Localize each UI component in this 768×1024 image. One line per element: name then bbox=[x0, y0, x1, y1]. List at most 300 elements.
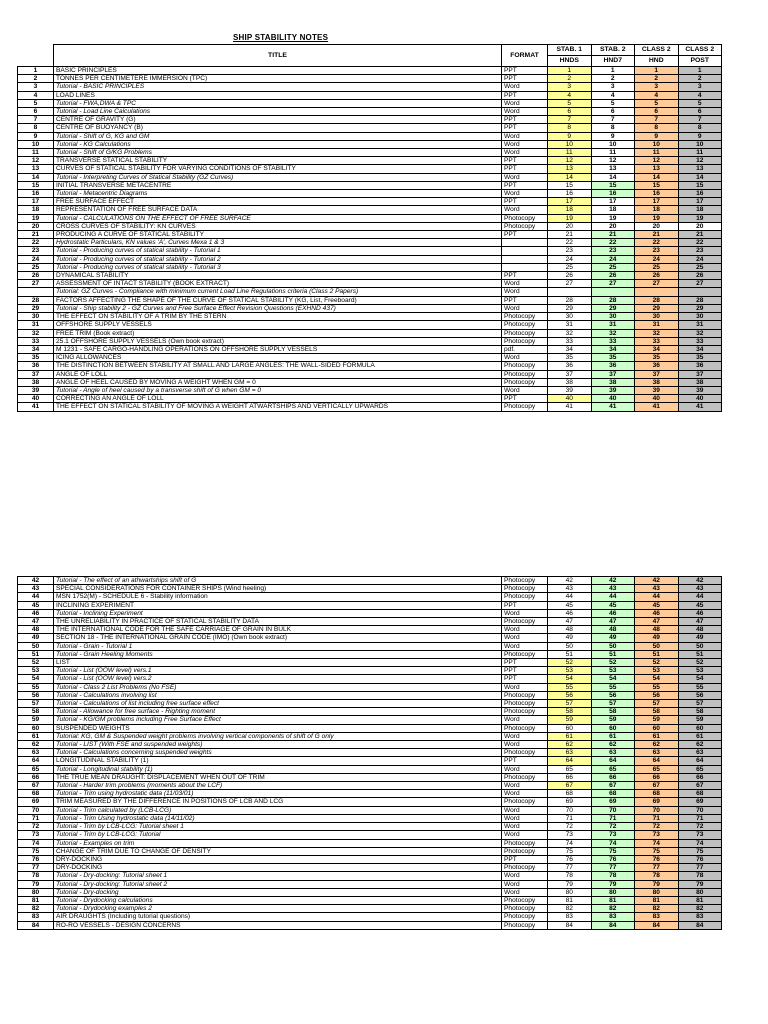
table-row bbox=[18, 296, 722, 304]
row-title: Tutorial - Dry-docking bbox=[54, 888, 502, 896]
row-title: THE TRUE MEAN DRAUGHT: DISPLACEMENT WHEN OUT OF TRIM bbox=[54, 773, 502, 781]
stab1-value: 9 bbox=[548, 132, 592, 140]
stab1-value: 37 bbox=[548, 370, 592, 378]
stab1-value: 84 bbox=[548, 921, 592, 929]
row-number: 76 bbox=[18, 855, 54, 863]
class2-post-value: 84 bbox=[678, 921, 722, 929]
row-title: FREE SURFACE EFFECT bbox=[54, 198, 502, 206]
class2-post-value: 54 bbox=[678, 675, 722, 683]
class2-hnd-value: 33 bbox=[635, 337, 679, 345]
class2-post-value: 35 bbox=[678, 354, 722, 362]
row-format: PPT bbox=[502, 116, 548, 124]
notes-table-bottom bbox=[17, 576, 722, 930]
row-format: Word bbox=[502, 880, 548, 888]
row-format: PPT bbox=[502, 231, 548, 239]
stab1-value: 50 bbox=[548, 642, 592, 650]
row-number: 58 bbox=[18, 708, 54, 716]
class2-post-value: 34 bbox=[678, 345, 722, 353]
row-number: 25 bbox=[18, 263, 54, 271]
row-format: Word bbox=[502, 888, 548, 896]
row-title: LIST bbox=[54, 659, 502, 667]
row-format: Photocopy bbox=[502, 691, 548, 699]
row-title: ANGLE OF LOLL bbox=[54, 370, 502, 378]
stab2-value: 19 bbox=[591, 214, 635, 222]
row-number: 43 bbox=[18, 585, 54, 593]
stab2-value: 44 bbox=[591, 593, 635, 601]
row-title: 25.1 OFFSHORE SUPPLY VESSELS (Own book extract) bbox=[54, 337, 502, 345]
row-format: Word bbox=[502, 806, 548, 814]
stab2-value: 3 bbox=[591, 83, 635, 91]
stab1-value: 62 bbox=[548, 741, 592, 749]
stab2-value: 82 bbox=[591, 905, 635, 913]
row-title: Tutorial - FWA,DWA & TPC bbox=[54, 99, 502, 107]
table-row bbox=[18, 231, 722, 239]
row-format: Photocopy bbox=[502, 773, 548, 781]
header-class2-hnd: CLASS 2 bbox=[635, 45, 679, 56]
row-number: 42 bbox=[18, 577, 54, 585]
row-title: CENTRE OF BUOYANCY (B) bbox=[54, 124, 502, 132]
stab2-value: 71 bbox=[591, 814, 635, 822]
class2-post-value: 4 bbox=[678, 91, 722, 99]
stab2-value: 72 bbox=[591, 823, 635, 831]
row-number: 4 bbox=[18, 91, 54, 99]
row-number: 60 bbox=[18, 724, 54, 732]
table-row bbox=[18, 667, 722, 675]
row-title: CROSS CURVES OF STABILITY: KN CURVES bbox=[54, 222, 502, 230]
row-number: 72 bbox=[18, 823, 54, 831]
row-number: 74 bbox=[18, 839, 54, 847]
stab1-value: 73 bbox=[548, 831, 592, 839]
table-row bbox=[18, 124, 722, 132]
row-format: Word bbox=[502, 823, 548, 831]
table-row bbox=[18, 601, 722, 609]
class2-hnd-value: 38 bbox=[635, 378, 679, 386]
stab1-value: 3 bbox=[548, 83, 592, 91]
class2-hnd-value: 78 bbox=[635, 872, 679, 880]
row-number: 67 bbox=[18, 782, 54, 790]
row-number: 55 bbox=[18, 683, 54, 691]
row-number: 41 bbox=[18, 403, 54, 411]
class2-hnd-value: 43 bbox=[635, 585, 679, 593]
row-title: Tutorial - Calculations of list including free surface effect bbox=[54, 700, 502, 708]
notes-table-top bbox=[17, 44, 722, 412]
header-class2-hnd-sub: HND bbox=[635, 56, 679, 67]
row-number: 6 bbox=[18, 108, 54, 116]
stab1-value: 78 bbox=[548, 872, 592, 880]
table-row bbox=[18, 913, 722, 921]
class2-post-value: 40 bbox=[678, 395, 722, 403]
table-row bbox=[18, 165, 722, 173]
row-number: 2 bbox=[18, 75, 54, 83]
row-number: 10 bbox=[18, 140, 54, 148]
row-format: Photocopy bbox=[502, 593, 548, 601]
stab2-value: 13 bbox=[591, 165, 635, 173]
table-row bbox=[18, 872, 722, 880]
row-format: PPT bbox=[502, 855, 548, 863]
row-number: 81 bbox=[18, 896, 54, 904]
stab1-value: 42 bbox=[548, 577, 592, 585]
stab1-value: 23 bbox=[548, 247, 592, 255]
stab2-value: 78 bbox=[591, 872, 635, 880]
table-row bbox=[18, 593, 722, 601]
row-number: 21 bbox=[18, 231, 54, 239]
class2-hnd-value: 11 bbox=[635, 149, 679, 157]
row-format: Word bbox=[502, 790, 548, 798]
row-number: 61 bbox=[18, 732, 54, 740]
class2-post-value: 78 bbox=[678, 872, 722, 880]
stab1-value: 77 bbox=[548, 864, 592, 872]
table-row bbox=[18, 921, 722, 929]
class2-post-value: 64 bbox=[678, 757, 722, 765]
table-row bbox=[18, 386, 722, 394]
class2-hnd-value: 14 bbox=[635, 173, 679, 181]
stab2-value: 5 bbox=[591, 99, 635, 107]
class2-hnd-value: 5 bbox=[635, 99, 679, 107]
row-number: 68 bbox=[18, 790, 54, 798]
row-number bbox=[18, 288, 54, 296]
row-number: 36 bbox=[18, 362, 54, 370]
row-title: Tutorial - KG Calculations bbox=[54, 140, 502, 148]
class2-hnd-value: 1 bbox=[635, 67, 679, 75]
table-row bbox=[18, 288, 722, 296]
row-number: 39 bbox=[18, 386, 54, 394]
row-title: MSN 1752(M) - SCHEDULE 6 - Stability information bbox=[54, 593, 502, 601]
class2-post-value: 62 bbox=[678, 741, 722, 749]
stab1-value: 15 bbox=[548, 181, 592, 189]
table-row bbox=[18, 378, 722, 386]
class2-hnd-value: 72 bbox=[635, 823, 679, 831]
row-title: ANGLE OF HEEL CAUSED BY MOVING A WEIGHT WHEN GM = 0 bbox=[54, 378, 502, 386]
class2-hnd-value: 45 bbox=[635, 601, 679, 609]
row-format: Photocopy bbox=[502, 313, 548, 321]
row-format: Word bbox=[502, 626, 548, 634]
table-row bbox=[18, 700, 722, 708]
stab1-value: 75 bbox=[548, 847, 592, 855]
table-row bbox=[18, 683, 722, 691]
stab1-value: 11 bbox=[548, 149, 592, 157]
row-title: Tutorial - Angle of heel caused by a transverse shift of G when GM = 0 bbox=[54, 386, 502, 394]
class2-post-value: 77 bbox=[678, 864, 722, 872]
stab1-value: 19 bbox=[548, 214, 592, 222]
stab1-value: 72 bbox=[548, 823, 592, 831]
class2-hnd-value: 25 bbox=[635, 263, 679, 271]
stab2-value: 79 bbox=[591, 880, 635, 888]
class2-hnd-value: 29 bbox=[635, 304, 679, 312]
row-title: Tutorial - Interpreting Curves of Statical Stability (GZ Curves) bbox=[54, 173, 502, 181]
stab2-value: 47 bbox=[591, 618, 635, 626]
row-format: PPT bbox=[502, 272, 548, 280]
table-row bbox=[18, 395, 722, 403]
class2-hnd-value: 15 bbox=[635, 181, 679, 189]
class2-post-value: 83 bbox=[678, 913, 722, 921]
stab1-value: 69 bbox=[548, 798, 592, 806]
class2-hnd-value: 9 bbox=[635, 132, 679, 140]
class2-post-value: 9 bbox=[678, 132, 722, 140]
row-number: 66 bbox=[18, 773, 54, 781]
row-number: 53 bbox=[18, 667, 54, 675]
row-format: Photocopy bbox=[502, 403, 548, 411]
row-format: Word bbox=[502, 386, 548, 394]
row-format: Word bbox=[502, 288, 548, 296]
row-title: Tutorial - KG/GM problems including Free Surface Effect bbox=[54, 716, 502, 724]
class2-hnd-value: 36 bbox=[635, 362, 679, 370]
row-title: THE EFFECT ON STATICAL STABILITY OF MOVING A WEIGHT ATWARTSHIPS AND VERTICALLY UPWARDS bbox=[54, 403, 502, 411]
stab1-value: 52 bbox=[548, 659, 592, 667]
row-number: 56 bbox=[18, 691, 54, 699]
stab1-value: 80 bbox=[548, 888, 592, 896]
row-format: Word bbox=[502, 634, 548, 642]
row-title: Tutorial - Producing curves of statical stability - Tutorial 3 bbox=[54, 263, 502, 271]
row-title: SPECIAL CONSIDERATIONS FOR CONTAINER SHIPS (Wind heeling) bbox=[54, 585, 502, 593]
stab2-value: 66 bbox=[591, 773, 635, 781]
stab1-value: 12 bbox=[548, 157, 592, 165]
class2-post-value: 79 bbox=[678, 880, 722, 888]
table-row bbox=[18, 839, 722, 847]
row-format: Photocopy bbox=[502, 864, 548, 872]
stab2-value: 29 bbox=[591, 304, 635, 312]
table-row bbox=[18, 149, 722, 157]
class2-post-value: 80 bbox=[678, 888, 722, 896]
row-title: Tutorial - Trim Using hydrostatic data (14/11/02) bbox=[54, 814, 502, 822]
class2-hnd-value: 70 bbox=[635, 806, 679, 814]
stab1-value: 10 bbox=[548, 140, 592, 148]
row-title: PRODUCING A CURVE OF STATICAL STABILITY bbox=[54, 231, 502, 239]
stab2-value: 14 bbox=[591, 173, 635, 181]
row-title: Tutorial - BASIC PRINCIPLES bbox=[54, 83, 502, 91]
row-format: Photocopy bbox=[502, 749, 548, 757]
stab2-value: 57 bbox=[591, 700, 635, 708]
stab2-value: 36 bbox=[591, 362, 635, 370]
class2-hnd-value: 3 bbox=[635, 83, 679, 91]
row-number: 78 bbox=[18, 872, 54, 880]
row-format: pdf. bbox=[502, 345, 548, 353]
row-format: PPT bbox=[502, 757, 548, 765]
row-format: Photocopy bbox=[502, 650, 548, 658]
row-format: Word bbox=[502, 108, 548, 116]
table-row bbox=[18, 806, 722, 814]
row-number: 84 bbox=[18, 921, 54, 929]
row-title: TRANSVERSE STATICAL STABILITY bbox=[54, 157, 502, 165]
class2-post-value: 57 bbox=[678, 700, 722, 708]
row-format: Photocopy bbox=[502, 921, 548, 929]
row-number: 32 bbox=[18, 329, 54, 337]
class2-post-value: 3 bbox=[678, 83, 722, 91]
table-row bbox=[18, 691, 722, 699]
class2-post-value: 26 bbox=[678, 272, 722, 280]
table-row bbox=[18, 239, 722, 247]
class2-post-value: 12 bbox=[678, 157, 722, 165]
class2-hnd-value: 49 bbox=[635, 634, 679, 642]
row-title: LONGITUDINAL STABILITY (1) bbox=[54, 757, 502, 765]
class2-hnd-value: 18 bbox=[635, 206, 679, 214]
class2-post-value: 10 bbox=[678, 140, 722, 148]
row-number: 30 bbox=[18, 313, 54, 321]
class2-post-value: 70 bbox=[678, 806, 722, 814]
stab2-value: 18 bbox=[591, 206, 635, 214]
class2-post-value: 25 bbox=[678, 263, 722, 271]
class2-hnd-value: 16 bbox=[635, 190, 679, 198]
row-title: Tutorial - Load Line Calculations bbox=[54, 108, 502, 116]
row-title: Tutorial - Examples on trim bbox=[54, 839, 502, 847]
row-title: DYNAMICAL STABILITY bbox=[54, 272, 502, 280]
table-row bbox=[18, 345, 722, 353]
row-title: Tutorial - List (OOW level) vers.2 bbox=[54, 675, 502, 683]
table-row bbox=[18, 280, 722, 288]
row-title: THE DISTINCTION BETWEEN STABILITY AT SMALL AND LARGE ANGLES: THE WALL-SIDED FORMULA bbox=[54, 362, 502, 370]
table-row bbox=[18, 880, 722, 888]
row-format: Word bbox=[502, 83, 548, 91]
class2-post-value: 58 bbox=[678, 708, 722, 716]
stab1-value: 35 bbox=[548, 354, 592, 362]
class2-hnd-value: 55 bbox=[635, 683, 679, 691]
table-row bbox=[18, 577, 722, 585]
row-format: Word bbox=[502, 683, 548, 691]
row-format: Photocopy bbox=[502, 798, 548, 806]
row-title: Tutorial - Harder trim problems (moments about the LCF) bbox=[54, 782, 502, 790]
class2-hnd-value: 2 bbox=[635, 75, 679, 83]
row-title: Tutorial - Shift of G/KG Problems bbox=[54, 149, 502, 157]
row-format: Word bbox=[502, 609, 548, 617]
row-title: DRY-DOCKING bbox=[54, 855, 502, 863]
row-format: PPT bbox=[502, 124, 548, 132]
stab2-value: 7 bbox=[591, 116, 635, 124]
row-format: Word bbox=[502, 190, 548, 198]
class2-hnd-value: 13 bbox=[635, 165, 679, 173]
row-number: 51 bbox=[18, 650, 54, 658]
row-number: 15 bbox=[18, 181, 54, 189]
class2-post-value: 13 bbox=[678, 165, 722, 173]
row-format: Word bbox=[502, 741, 548, 749]
row-number: 46 bbox=[18, 609, 54, 617]
row-number: 48 bbox=[18, 626, 54, 634]
stab2-value: 45 bbox=[591, 601, 635, 609]
table-row bbox=[18, 765, 722, 773]
row-format: Word bbox=[502, 280, 548, 288]
row-title: FREE TRIM (Book extract) bbox=[54, 329, 502, 337]
header-format: FORMAT bbox=[502, 45, 548, 67]
row-number: 8 bbox=[18, 124, 54, 132]
stab2-value: 63 bbox=[591, 749, 635, 757]
class2-post-value: 75 bbox=[678, 847, 722, 855]
row-format: PPT bbox=[502, 91, 548, 99]
class2-post-value: 23 bbox=[678, 247, 722, 255]
class2-post-value: 43 bbox=[678, 585, 722, 593]
row-format: Photocopy bbox=[502, 577, 548, 585]
class2-post-value: 6 bbox=[678, 108, 722, 116]
table-row bbox=[18, 75, 722, 83]
class2-hnd-value: 56 bbox=[635, 691, 679, 699]
class2-hnd-value: 44 bbox=[635, 593, 679, 601]
class2-post-value: 31 bbox=[678, 321, 722, 329]
row-title: Tutorial - Metacentric Diagrams bbox=[54, 190, 502, 198]
row-format bbox=[502, 263, 548, 271]
table-row bbox=[18, 222, 722, 230]
table-row bbox=[18, 749, 722, 757]
stab1-value: 47 bbox=[548, 618, 592, 626]
stab1-value: 67 bbox=[548, 782, 592, 790]
class2-post-value: 74 bbox=[678, 839, 722, 847]
class2-hnd-value: 35 bbox=[635, 354, 679, 362]
table-row bbox=[18, 247, 722, 255]
stab2-value: 55 bbox=[591, 683, 635, 691]
stab2-value: 27 bbox=[591, 280, 635, 288]
row-number: 28 bbox=[18, 296, 54, 304]
stab1-value: 13 bbox=[548, 165, 592, 173]
stab2-value: 53 bbox=[591, 667, 635, 675]
stab2-value: 2 bbox=[591, 75, 635, 83]
class2-post-value: 52 bbox=[678, 659, 722, 667]
class2-hnd-value: 84 bbox=[635, 921, 679, 929]
class2-hnd-value: 61 bbox=[635, 732, 679, 740]
stab1-value: 4 bbox=[548, 91, 592, 99]
row-number: 29 bbox=[18, 304, 54, 312]
class2-post-value: 44 bbox=[678, 593, 722, 601]
table-row bbox=[18, 757, 722, 765]
row-title: THE UNRELIABILITY IN PRACTICE OF STATICAL STABILITY DATA bbox=[54, 618, 502, 626]
class2-post-value: 17 bbox=[678, 198, 722, 206]
row-number: 14 bbox=[18, 173, 54, 181]
class2-post-value: 27 bbox=[678, 280, 722, 288]
stab2-value: 56 bbox=[591, 691, 635, 699]
row-title: Tutorial - The effect of an athwartships shift of G bbox=[54, 577, 502, 585]
class2-hnd-value bbox=[635, 288, 679, 296]
class2-hnd-value: 21 bbox=[635, 231, 679, 239]
table-row bbox=[18, 116, 722, 124]
class2-post-value: 61 bbox=[678, 732, 722, 740]
class2-hnd-value: 10 bbox=[635, 140, 679, 148]
stab2-value: 51 bbox=[591, 650, 635, 658]
row-number: 35 bbox=[18, 354, 54, 362]
stab1-value: 29 bbox=[548, 304, 592, 312]
stab2-value: 61 bbox=[591, 732, 635, 740]
row-title: Tutorial - Drydocking examples 2 bbox=[54, 905, 502, 913]
stab2-value: 9 bbox=[591, 132, 635, 140]
stab2-value: 64 bbox=[591, 757, 635, 765]
class2-post-value: 72 bbox=[678, 823, 722, 831]
class2-hnd-value: 4 bbox=[635, 91, 679, 99]
row-format: PPT bbox=[502, 675, 548, 683]
class2-hnd-value: 69 bbox=[635, 798, 679, 806]
stab1-value: 40 bbox=[548, 395, 592, 403]
row-format: Photocopy bbox=[502, 708, 548, 716]
row-format: Word bbox=[502, 782, 548, 790]
table-row bbox=[18, 847, 722, 855]
row-title: Hydrostatic Particulars, KN values 'A', Curves Mexa 1 & 3 bbox=[54, 239, 502, 247]
class2-post-value: 82 bbox=[678, 905, 722, 913]
stab1-value: 30 bbox=[548, 313, 592, 321]
table-row bbox=[18, 214, 722, 222]
stab2-value: 28 bbox=[591, 296, 635, 304]
row-title: Tutorial - Allowance for free surface - Righting moment bbox=[54, 708, 502, 716]
stab1-value: 31 bbox=[548, 321, 592, 329]
stab2-value: 31 bbox=[591, 321, 635, 329]
table-row bbox=[18, 337, 722, 345]
row-format: Photocopy bbox=[502, 700, 548, 708]
row-title: M 1231 - SAFE CARGO-HANDLING OPERATIONS ON OFFSHORE SUPPLY VESSELS bbox=[54, 345, 502, 353]
stab1-value: 49 bbox=[548, 634, 592, 642]
stab1-value: 81 bbox=[548, 896, 592, 904]
stab1-value: 55 bbox=[548, 683, 592, 691]
stab1-value: 54 bbox=[548, 675, 592, 683]
table-row bbox=[18, 798, 722, 806]
page-title: SHIP STABILITY NOTES bbox=[233, 33, 329, 42]
row-title: ASSESSMENT OF INTACT STABILITY (BOOK EXTRACT) bbox=[54, 280, 502, 288]
table-row bbox=[18, 814, 722, 822]
row-format: Word bbox=[502, 872, 548, 880]
table-row bbox=[18, 67, 722, 75]
row-title: CHANGE OF TRIM DUE TO CHANGE OF DENSITY bbox=[54, 847, 502, 855]
class2-hnd-value: 42 bbox=[635, 577, 679, 585]
